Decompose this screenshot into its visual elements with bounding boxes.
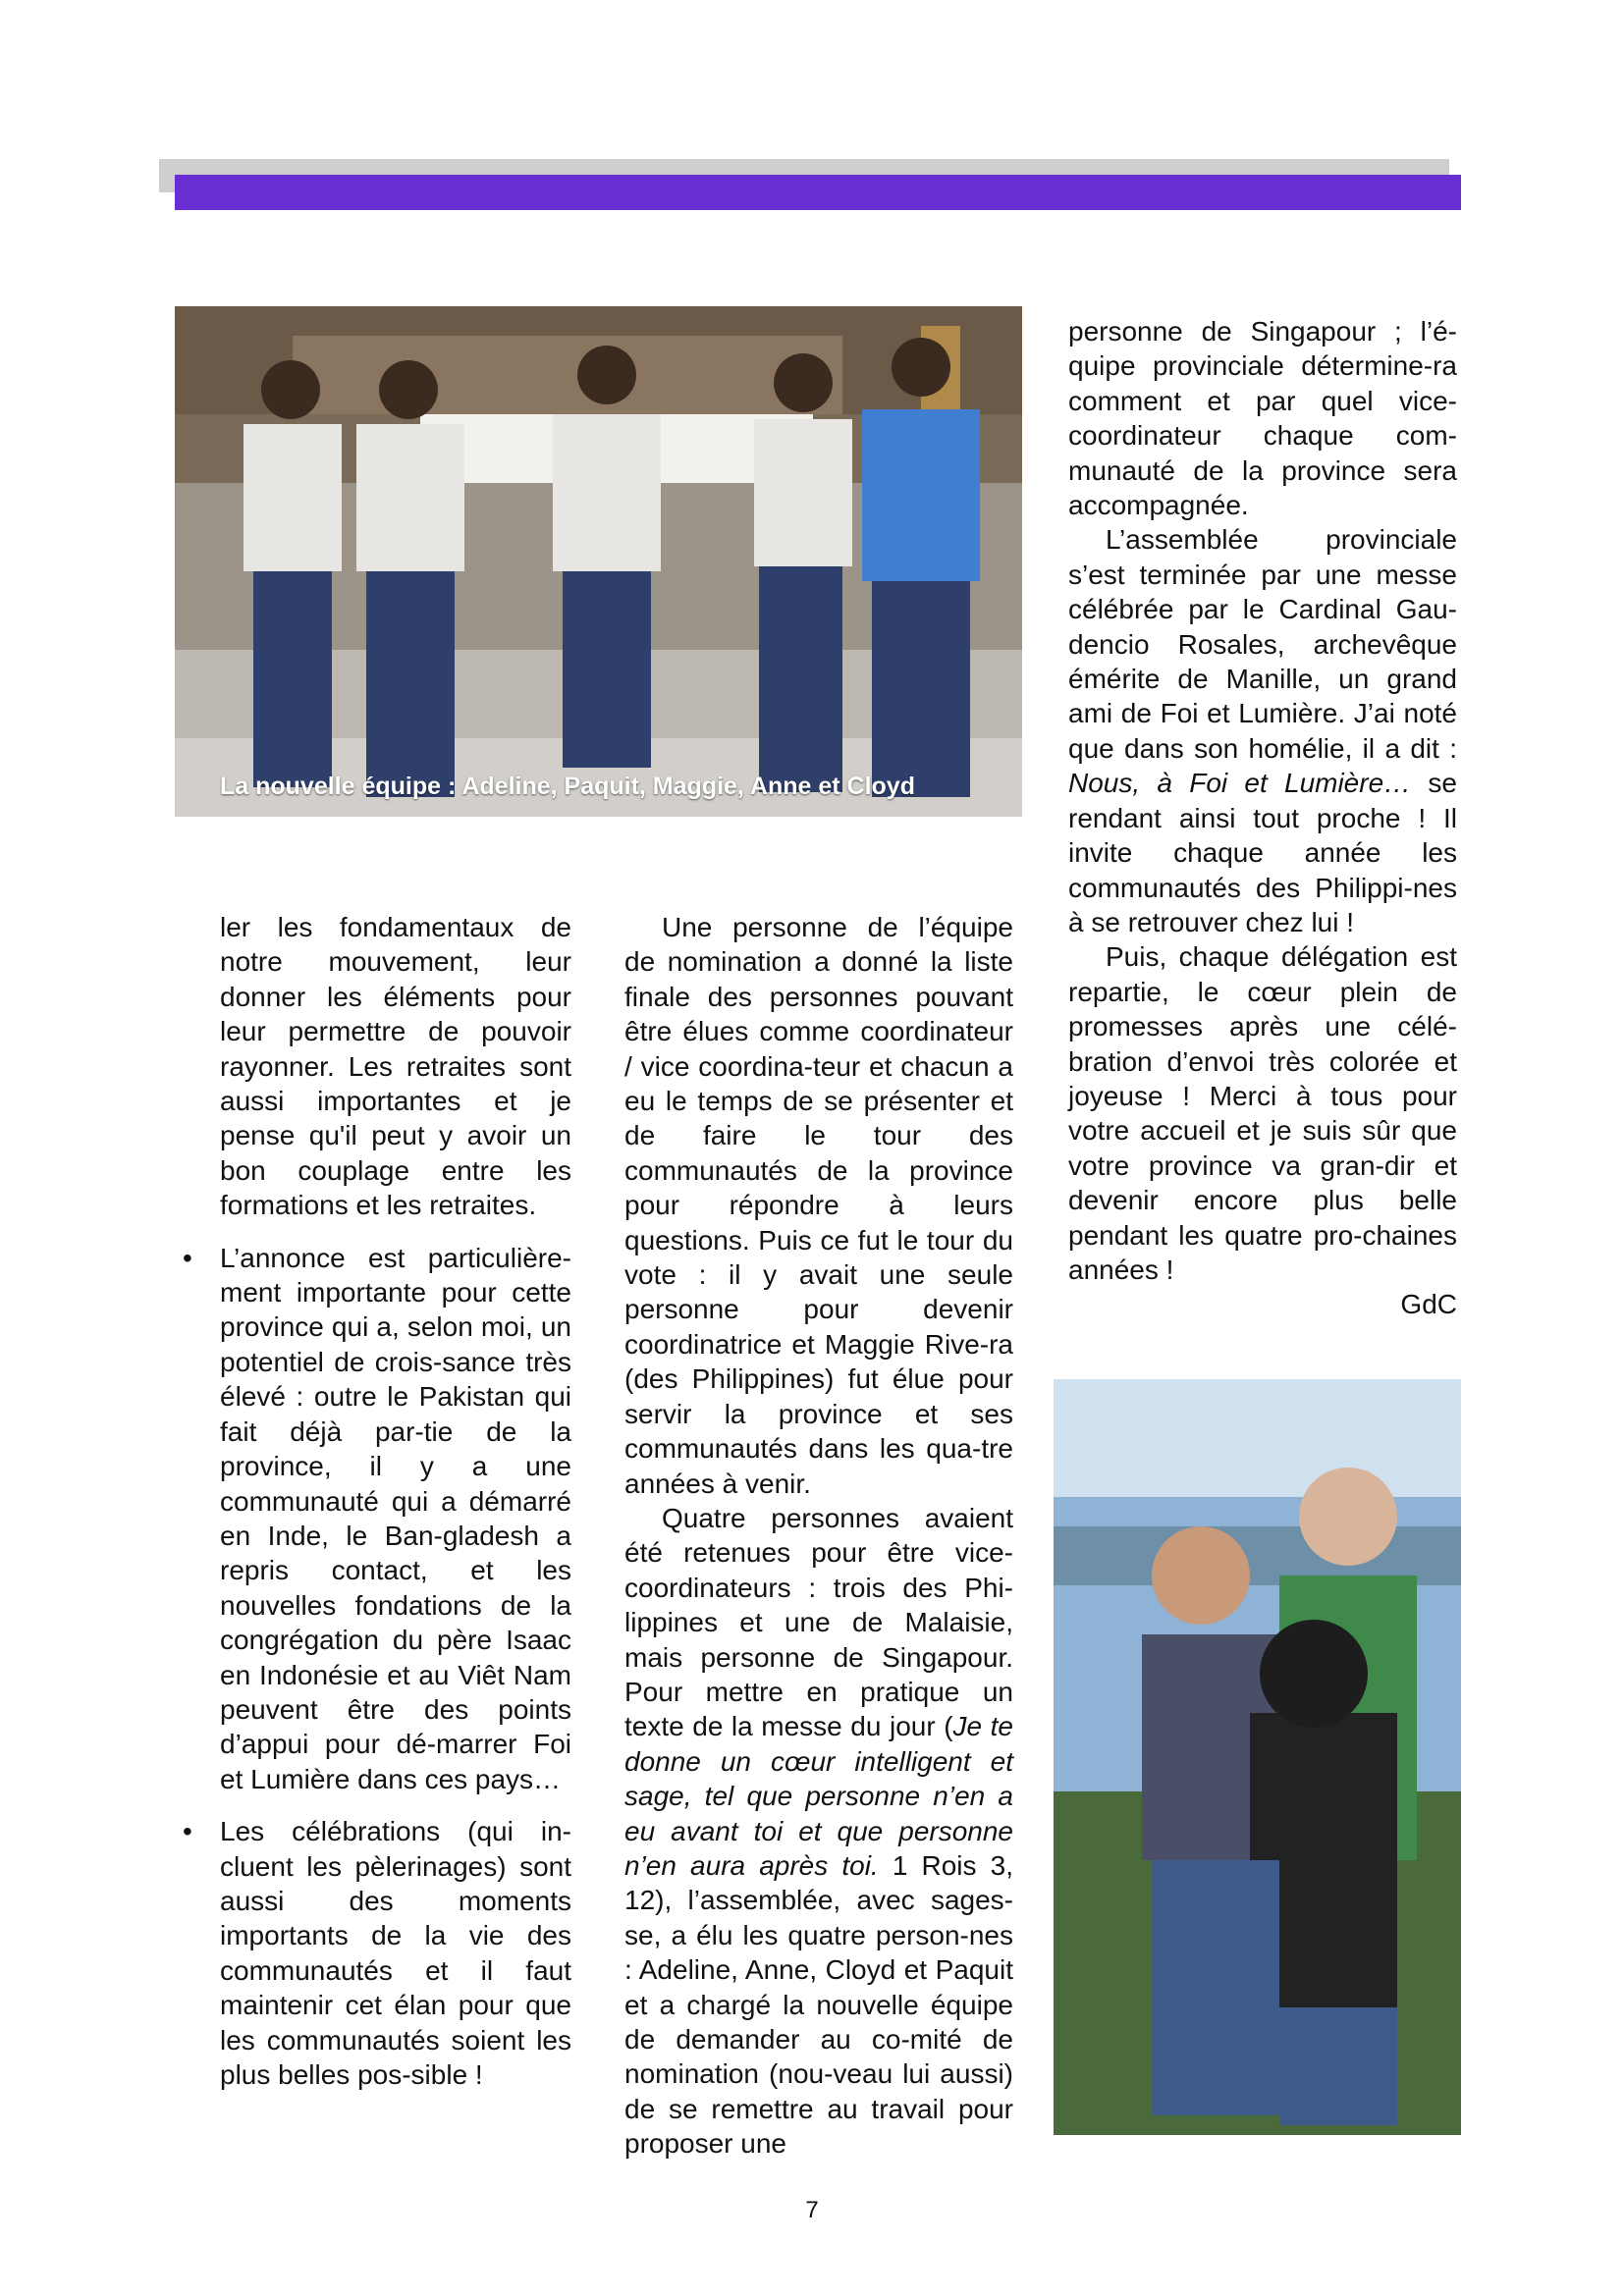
signature: GdC — [1400, 1289, 1457, 1320]
column-2 — [624, 910, 1013, 2162]
friends-photo — [1054, 1379, 1461, 2135]
bullet-list — [183, 1241, 571, 2093]
group-photo — [175, 306, 1022, 817]
col2-paragraph-1: Une personne de l’équipe de nomination a donné la liste finale des personnes pouvant être élues comme coordinateur / vice coordina-teur et chacun a eu le temps de se présenter et de faire le tour des communautés de la province pour répondre à leurs questions. Puis ce fut le tour du vote : il y avait une seule personne pour devenir coordinatrice et Maggie Rive-ra (des Philippines) fut élue pour servir la province et ses communautés dans les qua-tre années à venir. — [624, 912, 1013, 1499]
col3-paragraph-1: personne de Singapour ; l’é-quipe provinciale détermine-ra comment et par quel vice-coordinateur chaque com-munauté de la province sera accompagnée. — [1068, 316, 1457, 521]
photo-caption: La nouvelle équipe : Adeline, Paquit, Maggie, Anne et Cloyd — [220, 773, 915, 800]
column-3 — [1068, 314, 1457, 1322]
col3-paragraph-2: L’assemblée provinciale s’est terminée par une messe célébrée par le Cardinal Gau-dencio Rosales, archevêque émérite de Manille, un grand ami de Foi et Lumière. J’ai noté que dans son homélie, il a dit : Nous, à Foi et Lumière… se rendant ainsi tout proche ! Il invite chaque année les communautés des Philippi-nes à se retrouver chez lui ! — [1068, 524, 1457, 937]
col1-intro: ler les fondamentaux de notre mouvement, leur donner les éléments pour leur permettre de pouvoir rayonner. Les retraites sont aussi importantes et je pense qu'il peut y avoir un bon couplage entre les formations et les retraites. — [220, 912, 571, 1221]
header-bar-purple — [175, 175, 1461, 210]
list-item: • L’annonce est particulière-ment importante pour cette province qui a, selon moi, un potentiel de crois-sance très élevé : outre le Pakistan qui fait déjà par-tie de la province, il y a une communauté qui a démarré en Inde, le Ban-gladesh a repris contact, et les nouvelles fondations de la congrégation du père Isaac en Indonésie et au Viêt Nam peuvent être des points d’appui pour dé-marrer Foi et Lumière dans ces pays… — [183, 1242, 571, 1794]
list-item: • Les célébrations (qui in-cluent les pèlerinages) sont aussi des moments importants de la vie des communautés et il faut maintenir cet élan pour que les communautés soient les plus belles pos-sible ! — [183, 1816, 571, 2090]
bullet-icon: • — [183, 1242, 192, 1273]
column-1 — [183, 910, 571, 2109]
bible-quote: Je te donne un cœur intelligent et sage, tel que personne n’en a eu avant toi et que personne n’en aura après toi. — [624, 1711, 1013, 1881]
page-number: 7 — [805, 2197, 819, 2223]
col3-paragraph-3: Puis, chaque délégation est repartie, le cœur plein de promesses après une célé-bration d’envoi très colorée et joyeuse ! Merci à tous pour votre accueil et je suis sûr que votre province va gran-dir et devenir encore plus belle pendant les quatre pro-chaines années ! — [1068, 941, 1457, 1285]
bullet-icon: • — [183, 1816, 192, 1847]
col2-paragraph-2: Quatre personnes avaient été retenues pour être vice-coordinateurs : trois des Phi-lippines et une de Malaisie, mais personne de Singapour. Pour mettre en pratique un texte de la messe du jour (Je te donne un cœur intelligent et sage, tel que personne n’en a eu avant toi et que personne n’en aura après toi. 1 Rois 3, 12), l’assemblée, avec sages-se, a élu les quatre person-nes : Adeline, Anne, Cloyd et Paquit et a chargé la nouvelle équipe de demander au co-mité de nomination (nou-veau lui aussi) de se remettre au travail pour proposer une — [624, 1502, 1013, 2160]
homily-quote: Nous, à Foi et Lumière… — [1068, 768, 1412, 799]
